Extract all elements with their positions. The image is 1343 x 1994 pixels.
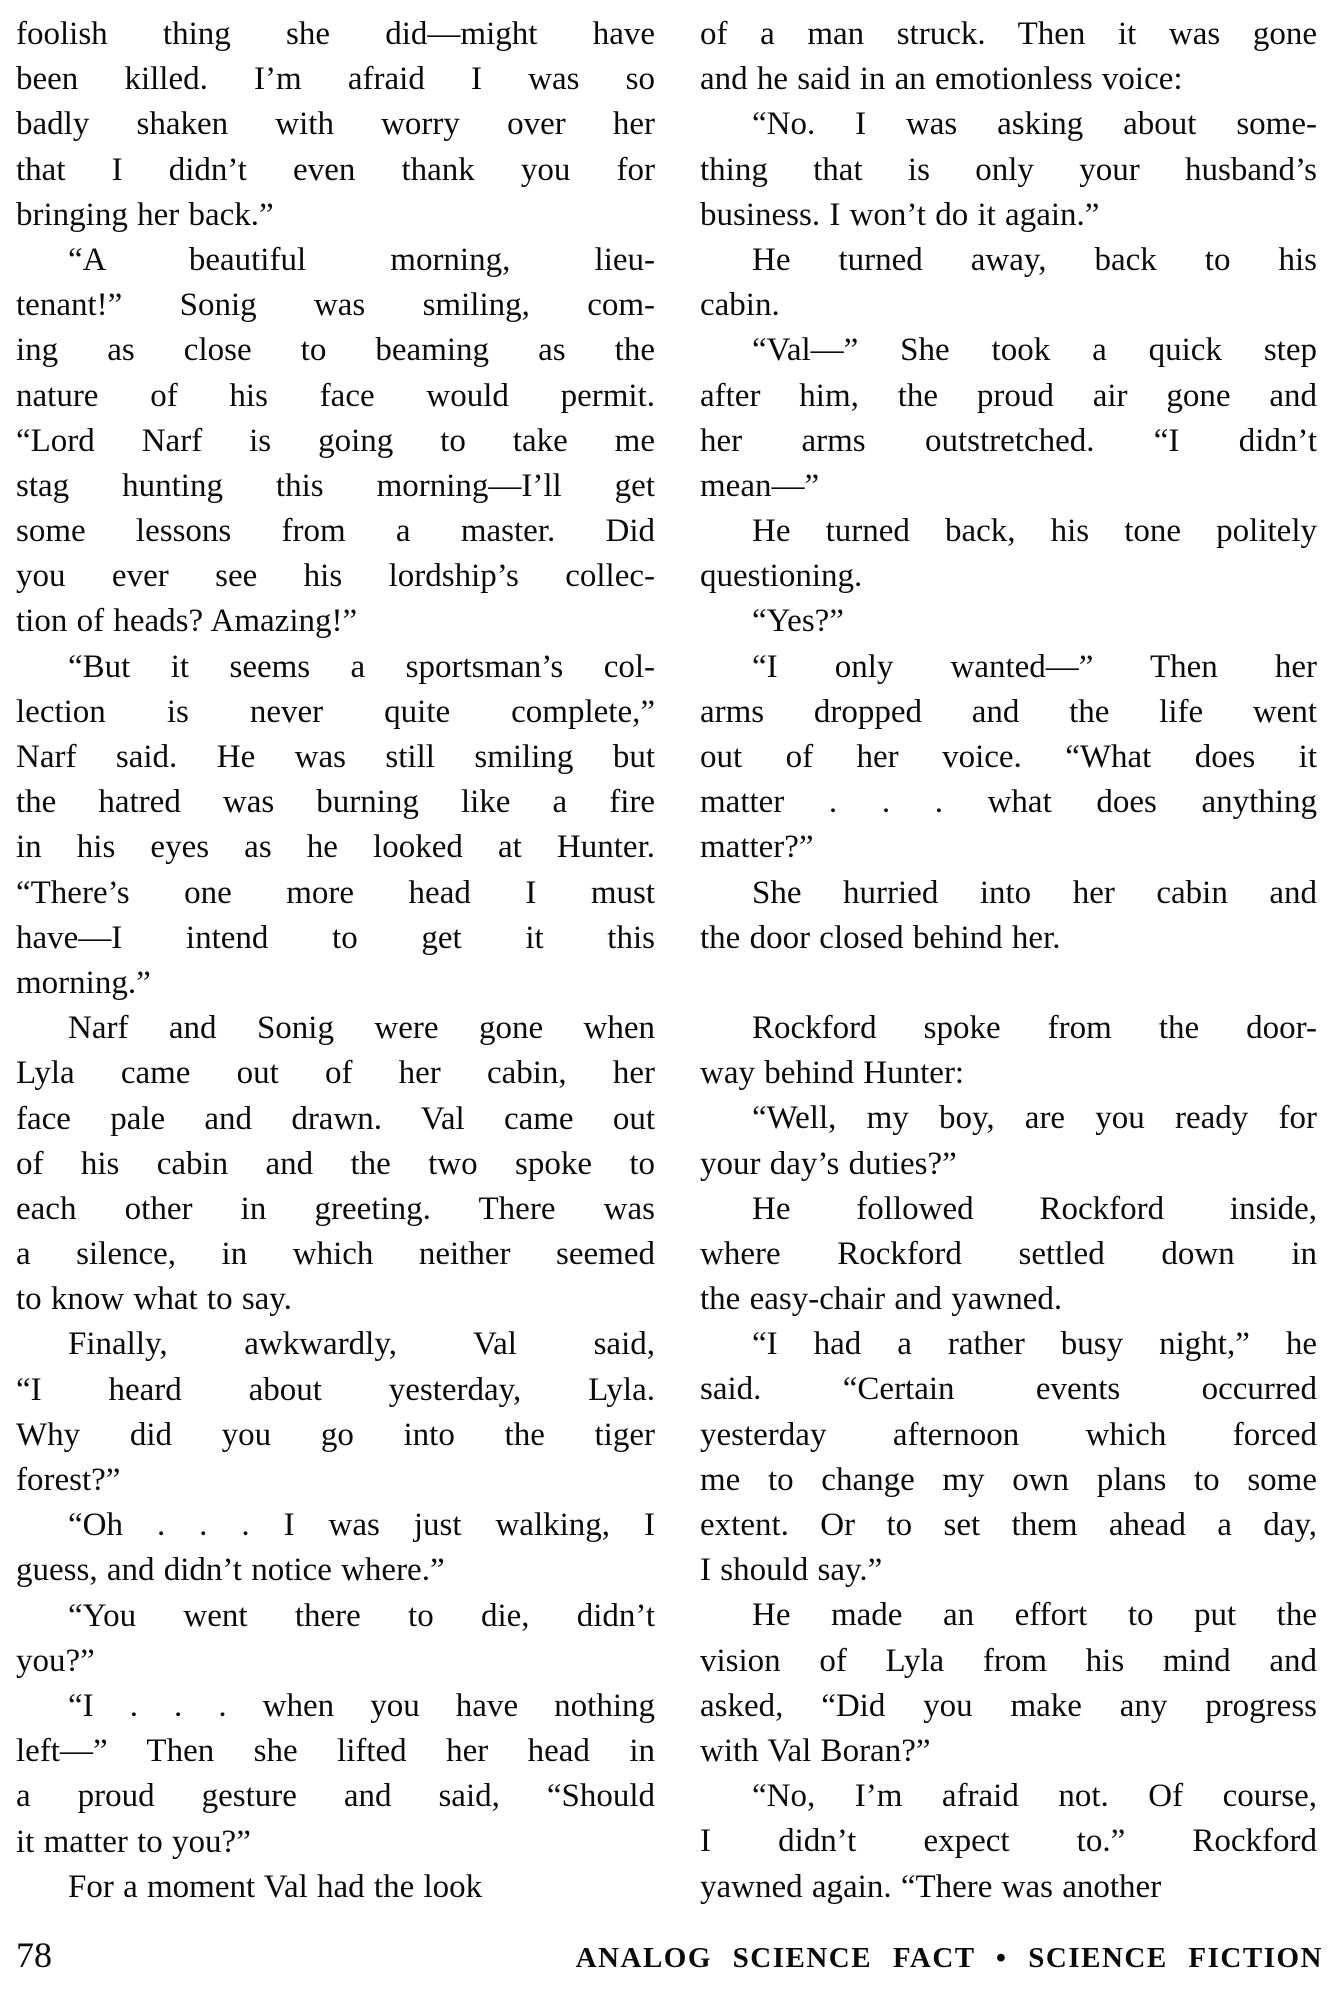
text-line: forest?”: [16, 1462, 121, 1498]
text-line: “Yes?”: [752, 603, 844, 640]
text-line: lection is never quite complete,”: [16, 693, 655, 730]
text-line: cabin.: [700, 287, 780, 324]
text-line: to know what to say.: [16, 1281, 292, 1318]
text-line: nature of his face would permit.: [16, 377, 655, 414]
text-line: me to change my own plans to some: [700, 1461, 1317, 1498]
text-line: business. I won’t do it again.”: [700, 196, 1100, 233]
text-line: He followed Rockford inside,: [752, 1190, 1317, 1227]
text-line: morning.”: [16, 964, 151, 1001]
text-line: “I heard about yesterday, Lyla.: [16, 1371, 655, 1408]
text-line: Narf said. He was still smiling but: [16, 739, 655, 775]
text-line: her arms outstretched. “I didn’t: [700, 422, 1317, 459]
text-line: your day’s duties?”: [700, 1145, 957, 1182]
text-line: out of her voice. “What does it: [700, 739, 1317, 775]
text-line: thing that is only your husband’s: [700, 151, 1317, 188]
page-footer: [16, 1934, 1323, 1976]
text-line: left—” Then she lifted her head in: [16, 1733, 655, 1770]
text-line: mean—”: [700, 467, 820, 504]
text-line: extent. Or to set them ahead a day,: [700, 1507, 1317, 1543]
text-line: “Oh . . . I was just walking, I: [68, 1507, 655, 1544]
text-line: He made an effort to put the: [752, 1597, 1317, 1634]
text-line: guess, and didn’t notice where.”: [16, 1552, 445, 1589]
text-line: the easy-chair and yawned.: [700, 1281, 1063, 1318]
text-line: “No. I was asking about some-: [752, 106, 1317, 143]
text-line: asked, “Did you make any progress: [700, 1687, 1317, 1724]
text-line: “Lord Narf is going to take me: [16, 422, 655, 459]
text-line: “A beautiful morning, lieu-: [68, 241, 655, 278]
text-line: stag hunting this morning—I’ll get: [16, 467, 655, 504]
text-line: “No, I’m afraid not. Of course,: [752, 1778, 1317, 1815]
text-line: “Val—” She took a quick step: [752, 332, 1317, 369]
text-line: where Rockford settled down in: [700, 1235, 1317, 1272]
text-columns: [16, 12, 1317, 1910]
text-line: you?”: [16, 1642, 95, 1679]
text-line: matter?”: [700, 829, 814, 866]
magazine-title: ANALOG SCIENCE FACT • SCIENCE FICTION: [575, 1942, 1323, 1974]
text-line: yawned again. “There was another: [700, 1868, 1162, 1905]
text-line: have—I intend to get it this: [16, 919, 655, 956]
text-line: He turned back, his tone politely: [752, 513, 1317, 550]
text-line: in his eyes as he looked at Hunter.: [16, 829, 655, 866]
text-line: I didn’t expect to.” Rockford: [700, 1823, 1317, 1860]
text-line: been killed. I’m afraid I was so: [16, 61, 655, 98]
text-line: Rockford spoke from the door-: [752, 1009, 1317, 1046]
text-line: Lyla came out of her cabin, her: [16, 1055, 655, 1092]
text-line: said. “Certain events occurred: [700, 1371, 1317, 1408]
text-line: Why did you go into the tiger: [16, 1416, 655, 1453]
text-line: way behind Hunter:: [700, 1055, 965, 1092]
text-line: a silence, in which neither seemed: [16, 1236, 655, 1273]
text-line: face pale and drawn. Val came out: [16, 1100, 655, 1137]
text-line: tion of heads? Amazing!”: [16, 603, 358, 640]
text-line: vision of Lyla from his mind and: [700, 1642, 1317, 1679]
text-line: I should say.”: [700, 1552, 883, 1589]
text-line: For a moment Val had the look: [68, 1868, 483, 1905]
text-line: “I only wanted—” Then her: [752, 648, 1317, 685]
text-line: you ever see his lordship’s collec-: [16, 558, 655, 595]
text-line: “But it seems a sportsman’s col-: [68, 648, 655, 685]
text-line: each other in greeting. There was: [16, 1190, 655, 1227]
text-line: “There’s one more head I must: [16, 874, 655, 911]
column-right: [700, 12, 1317, 1910]
text-line: matter . . . what does anything: [700, 784, 1317, 821]
text-line: tenant!” Sonig was smiling, com-: [16, 287, 655, 324]
text-line: bringing her back.”: [16, 196, 274, 233]
text-line: arms dropped and the life went: [700, 693, 1317, 730]
text-line: after him, the proud air gone and: [700, 377, 1317, 414]
text-line: “You went there to die, didn’t: [68, 1597, 655, 1634]
text-line: it matter to you?”: [16, 1823, 251, 1860]
text-line: the hatred was burning like a fire: [16, 784, 655, 821]
text-line: ing as close to beaming as the: [16, 332, 655, 369]
text-line: foolish thing she did—might have: [16, 16, 655, 52]
text-line: that I didn’t even thank you for: [16, 151, 655, 188]
text-line: He turned away, back to his: [752, 241, 1317, 278]
page-number: 78: [16, 1935, 52, 1975]
text-line: badly shaken with worry over her: [16, 106, 655, 143]
text-line: of a man struck. Then it was gone: [700, 16, 1317, 52]
text-line: yesterday afternoon which forced: [700, 1416, 1317, 1453]
column-left: [16, 12, 655, 1910]
text-line: some lessons from a master. Did: [16, 513, 655, 550]
text-line: a proud gesture and said, “Should: [16, 1778, 655, 1815]
text-line: “I . . . when you have nothing: [68, 1687, 655, 1724]
text-line: questioning.: [700, 558, 863, 595]
text-line: and he said in an emotionless voice:: [700, 61, 1183, 98]
text-line: “I had a rather busy night,” he: [752, 1326, 1317, 1363]
text-line: She hurried into her cabin and: [752, 874, 1317, 911]
text-line: the door closed behind her.: [700, 919, 1061, 956]
text-line: Narf and Sonig were gone when: [68, 1010, 655, 1047]
text-line: with Val Boran?”: [700, 1732, 931, 1769]
text-line: “Well, my boy, are you ready for: [752, 1100, 1317, 1137]
text-line: Finally, awkwardly, Val said,: [68, 1326, 655, 1363]
text-line: of his cabin and the two spoke to: [16, 1145, 655, 1182]
